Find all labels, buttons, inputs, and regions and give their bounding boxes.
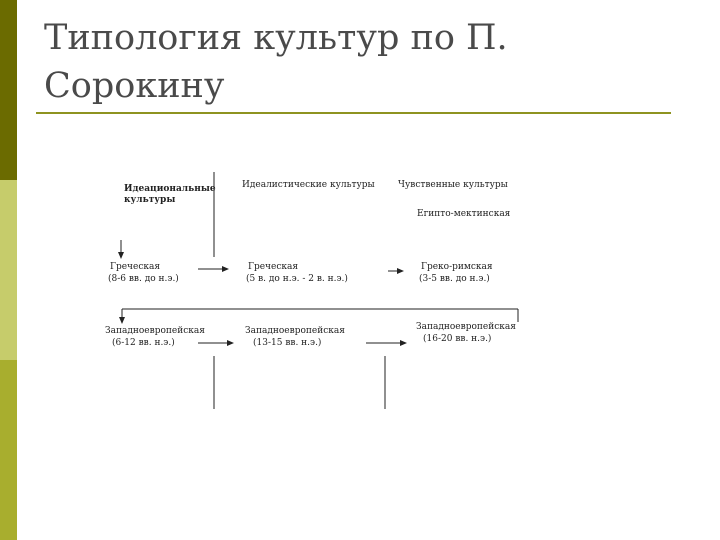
row1-ideational-name: Греческая [110,262,161,272]
row2-idealistic-name: Западноевропейская [245,326,345,336]
col-idealistic: Идеалистические культуры [242,180,375,190]
row2-ideational-period: (6-12 вв. н.э.) [112,338,175,348]
col-ideational-line1: Идеациональные [124,184,216,194]
row2-idealistic-period: (13-15 вв. н.э.) [253,338,322,348]
row2-sensate-period: (16-20 вв. н.э.) [423,334,492,344]
row2-ideational-name: Западноевропейская [105,326,205,336]
title-line-1: Типология культур по П. [44,18,508,58]
col-sensate: Чувственные культуры [398,180,508,190]
row1-idealistic-name: Греческая [248,262,299,272]
sensate-subtitle: Египто-мектинская [417,209,511,219]
row1-sensate-period: (3-5 вв. до н.э.) [419,274,490,284]
title-line-2: Сорокину [44,66,225,106]
row1-idealistic-period: (5 в. до н.э. - 2 в. н.э.) [246,274,348,284]
row2-sensate-name: Западноевропейская [416,322,516,332]
row1-sensate-name: Греко-римская [421,262,493,272]
row1-ideational-period: (8-6 вв. до н.э.) [108,274,179,284]
col-ideational-line2: культуры [124,195,176,205]
